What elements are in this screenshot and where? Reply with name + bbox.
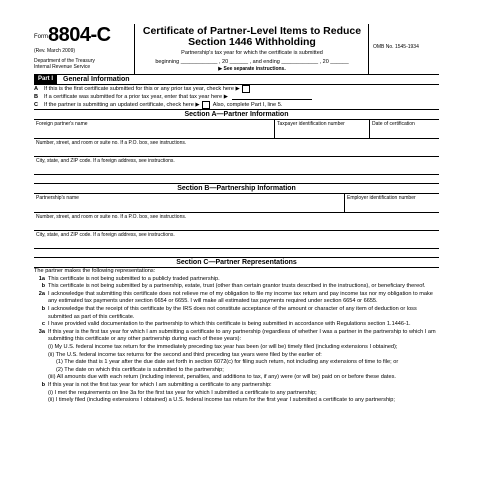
form-number: 8804-C [48, 24, 111, 46]
item-1b: b This certificate is not being submitted by a partnership, estate, trust (other than certain grantor trusts described in the instructions), or beneficiary thereof. [41, 283, 426, 290]
section-b-title: Section B—Partnership Information [34, 183, 439, 194]
part-1-title: General Information [63, 75, 130, 83]
revision-date: (Rev. March 2009) [34, 48, 76, 54]
part-1-header [34, 74, 439, 85]
taxpayer-id-field[interactable]: Taxpayer identification number [274, 120, 369, 138]
line-b-input[interactable] [232, 94, 312, 100]
employer-id-field[interactable]: Employer identification number [344, 194, 439, 212]
line-c-text: If the partner is submitting an updated certificate, check here ▶ [44, 102, 200, 108]
form-header [34, 24, 439, 75]
line-b [34, 93, 439, 101]
department [34, 58, 95, 70]
section-b-address-field[interactable]: Number, street, and room or suite no. If a P.O. box, see instructions. [34, 213, 439, 231]
line-a [34, 85, 439, 93]
tax-year-label: Partnership's tax year for which the certificate is submitted [181, 50, 323, 56]
line-c-label: C [34, 102, 39, 108]
title-line-2: Section 1446 Withholding [188, 36, 316, 48]
item-3a: 3a If this year is the first tax year for which I am submitting a certificate to any partnership (regardless of whether I was a partner in the partnership to which I am submitting this certificate or any other partnership during each of these years): [38, 328, 436, 343]
section-a-row-1 [34, 120, 439, 139]
see-instructions: ▶ See separate instructions. [218, 66, 286, 72]
line-a-checkbox[interactable] [242, 85, 250, 93]
title-block [138, 26, 366, 72]
section-b-city-field[interactable]: City, state, and ZIP code. If a foreign address, see instructions. [34, 231, 439, 249]
title-line-1: Certificate of Partner-Level Items to Reduce [142, 25, 362, 37]
form-body [34, 74, 439, 405]
line-c-note: Also, complete Part I, line 5. [212, 102, 283, 108]
partnership-name-field[interactable]: Partnership's name [36, 195, 79, 201]
tax-year-dates[interactable]: beginning ____________ , 20 ______ , and ending ____________ , 20 ______ [155, 59, 349, 65]
item-3a-ii: (ii) The U.S. federal income tax returns for the second and third preceding tax years were filed by the earlier of: [48, 351, 322, 358]
section-c-title: Section C—Partner Representations [34, 257, 439, 268]
item-3a-i: (i) My U.S. federal income tax return for the immediately preceding tax year has been (or will be) timely filed (including extensions I obtained); [48, 343, 398, 350]
item-3b-ii: (ii) I timely filed (including extensions I obtained) a U.S. federal income tax return for the first year I submitted a certificate to any partnership; [48, 397, 395, 404]
section-a-title: Section A—Partner Information [34, 109, 439, 120]
section-c-intro: The partner makes the following representations: [34, 268, 156, 274]
item-2a: 2a I acknowledge that submitting this certificate does not relieve me of my obligation to file my income tax return and pay income tax nor my obligation to make any estimated tax payments under section 6654 or 6655. I will make all estimated tax payments required under section 6654 or 6655. [38, 290, 433, 305]
item-1a: 1a This certificate is not being submitted to a publicly traded partnership. [38, 275, 220, 282]
line-c-checkbox[interactable] [202, 101, 210, 109]
dept-line-1: Department of the Treasury [34, 58, 95, 64]
line-a-text: If this is the first certificate submitted for this or any prior tax year, check here ▶ [44, 86, 240, 92]
section-a-address-field[interactable]: Number, street, and room or suite no. If a P.O. box, see instructions. [34, 139, 439, 157]
line-a-label: A [34, 86, 39, 92]
section-c-body [34, 268, 439, 405]
dept-line-2: Internal Revenue Service [34, 64, 91, 70]
item-3a-iii: (iii) All amounts due with each return (including interest, penalties, and additions to tax, if any) were (or will be) paid on or before these dates. [48, 374, 396, 381]
item-3b-i: (i) I met the requirements on line 3a for the first tax year for which I submitted a certificate to any partnership; [48, 389, 317, 396]
item-2c: c I have provided valid documentation to the partnership to which this certificate is being submitted in accordance with Regulations section 1.1446-1. [41, 321, 411, 328]
part-1-tag: Part I [34, 75, 57, 84]
section-b-row-1 [34, 194, 439, 213]
form-word: Form [34, 34, 48, 40]
item-3b: b If this year is not the first tax year for which I am submitting a certificate to any partnership: [41, 381, 272, 388]
foreign-partner-name-field[interactable]: Foreign partner's name [36, 121, 88, 127]
date-of-certification-field[interactable]: Date of certification [369, 120, 439, 138]
item-2b: b I acknowledge that the receipt of this certificate by the IRS does not constitute acceptance of the amount or character of any item of deduction or loss submitted as part of this certificate. [41, 305, 417, 320]
section-a-city-field[interactable]: City, state, and ZIP code. If a foreign address, see instructions. [34, 157, 439, 175]
line-b-text: If a certificate was submitted for a prior tax year, enter that tax year here ▶ [44, 94, 229, 100]
line-c [34, 101, 439, 109]
item-3a-ii-2: (2) The date on which this certificate is submitted to the partnership; [56, 366, 224, 373]
form-id-box [34, 24, 135, 74]
line-b-label: B [34, 94, 39, 100]
item-3a-ii-1: (1) The date that is 1 year after the due date set forth in section 6072(c) for filing such return, not including any extensions of time to file; or [56, 359, 399, 366]
omb-number: OMB No. 1545-1934 [368, 24, 439, 74]
